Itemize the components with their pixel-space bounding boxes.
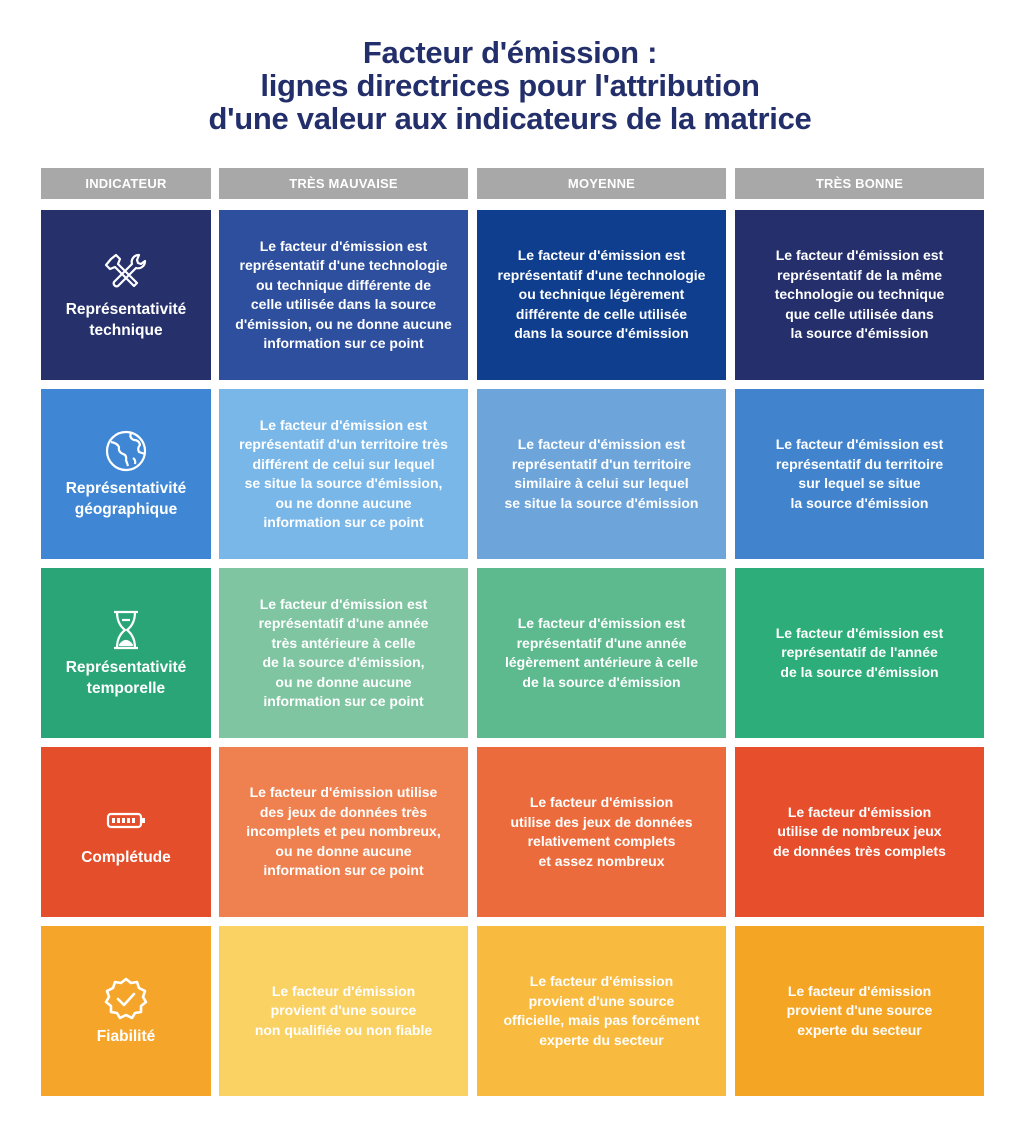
cell-text: Le facteur d'émission est représentatif d'une technologie ou technique légèrement différente de celle utilisée dans la source d'émission (497, 247, 706, 342)
tools-icon (103, 249, 149, 295)
cell-moyenne (477, 389, 726, 559)
indicator-cell (41, 389, 211, 559)
cell-moyenne (477, 210, 726, 380)
header-moyenne: MOYENNE (477, 168, 726, 199)
hourglass-icon (103, 607, 149, 653)
cell-tres-mauvaise (219, 568, 468, 738)
indicator-cell (41, 210, 211, 380)
cell-text: Le facteur d'émission provient d'une source officielle, mais pas forcément experte du secteur (503, 973, 700, 1048)
cell-text: Le facteur d'émission est représentatif de l'année de la source d'émission (775, 624, 944, 680)
cell-text: Le facteur d'émission est représentatif d'un territoire très différent de celui sur lequel se situe la source d'émission, ou ne donne aucune information sur ce point (239, 416, 448, 530)
cell-text: Le facteur d'émission est représentatif d'une année légèrement antérieure à celle de la source d'émission (505, 615, 698, 690)
indicator-cell (41, 568, 211, 738)
indicator-label: Représentativité temporelle (65, 659, 187, 697)
indicator-label: Fiabilité (96, 1027, 156, 1045)
cell-text: Le facteur d'émission est représentatif d'une technologie ou technique différente de celle utilisée dans la source d'émission, ou ne donne aucune information sur ce point (235, 237, 452, 351)
matrix-row (41, 210, 984, 380)
matrix-row (41, 747, 984, 917)
header-tres-bonne: TRÈS BONNE (735, 168, 984, 199)
cell-text: Le facteur d'émission est représentatif de la même technologie ou technique que celle utilisée dans la source d'émission (774, 247, 945, 342)
cell-text: Le facteur d'émission utilise des jeux de données relativement complets et assez nombreux (510, 794, 693, 869)
cell-text: Le facteur d'émission provient d'une source experte du secteur (786, 982, 933, 1038)
cell-text: Le facteur d'émission utilise des jeux de données très incomplets et peu nombreux, ou ne donne aucune information sur ce point (246, 784, 441, 879)
cell-tres-bonne (735, 926, 984, 1096)
battery-icon (103, 797, 149, 843)
cell-tres-mauvaise (219, 926, 468, 1096)
indicator-label: Représentativité technique (65, 301, 187, 339)
cell-tres-mauvaise (219, 389, 468, 559)
cell-moyenne (477, 568, 726, 738)
cell-text: Le facteur d'émission est représentatif du territoire sur lequel se situe la source d'émission (775, 436, 944, 511)
cell-tres-mauvaise (219, 210, 468, 380)
matrix-row (41, 389, 984, 559)
header-tres-mauvaise: TRÈS MAUVAISE (219, 168, 468, 199)
cell-tres-mauvaise (219, 747, 468, 917)
cell-text: Le facteur d'émission est représentatif d'une année très antérieure à celle de la source d'émission, ou ne donne aucune information sur ce point (258, 595, 429, 709)
matrix-row (41, 926, 984, 1096)
indicator-cell (41, 747, 211, 917)
cell-moyenne (477, 926, 726, 1096)
table-header (41, 168, 984, 199)
cell-text: Le facteur d'émission est représentatif d'un territoire similaire à celui sur lequel se situe la source d'émission (504, 436, 699, 511)
indicator-cell (41, 926, 211, 1096)
title-line-1: Facteur d'émission : (362, 35, 658, 70)
cell-text: Le facteur d'émission utilise de nombreux jeux de données très complets (773, 803, 946, 859)
matrix-row (41, 568, 984, 738)
globe-icon (103, 428, 149, 474)
header-indicateur: INDICATEUR (41, 168, 211, 199)
cell-moyenne (477, 747, 726, 917)
verified-badge-icon (103, 976, 149, 1022)
cell-tres-bonne (735, 389, 984, 559)
title-line-3: d'une valeur aux indicateurs de la matrice (208, 101, 812, 136)
cell-tres-bonne (735, 568, 984, 738)
cell-tres-bonne (735, 210, 984, 380)
indicator-label: Représentativité géographique (65, 480, 187, 518)
page-title (0, 36, 1020, 135)
title-line-2: lignes directrices pour l'attribution (260, 68, 760, 103)
indicator-label: Complétude (81, 848, 171, 866)
cell-text: Le facteur d'émission provient d'une source non qualifiée ou non fiable (254, 982, 433, 1038)
cell-tres-bonne (735, 747, 984, 917)
